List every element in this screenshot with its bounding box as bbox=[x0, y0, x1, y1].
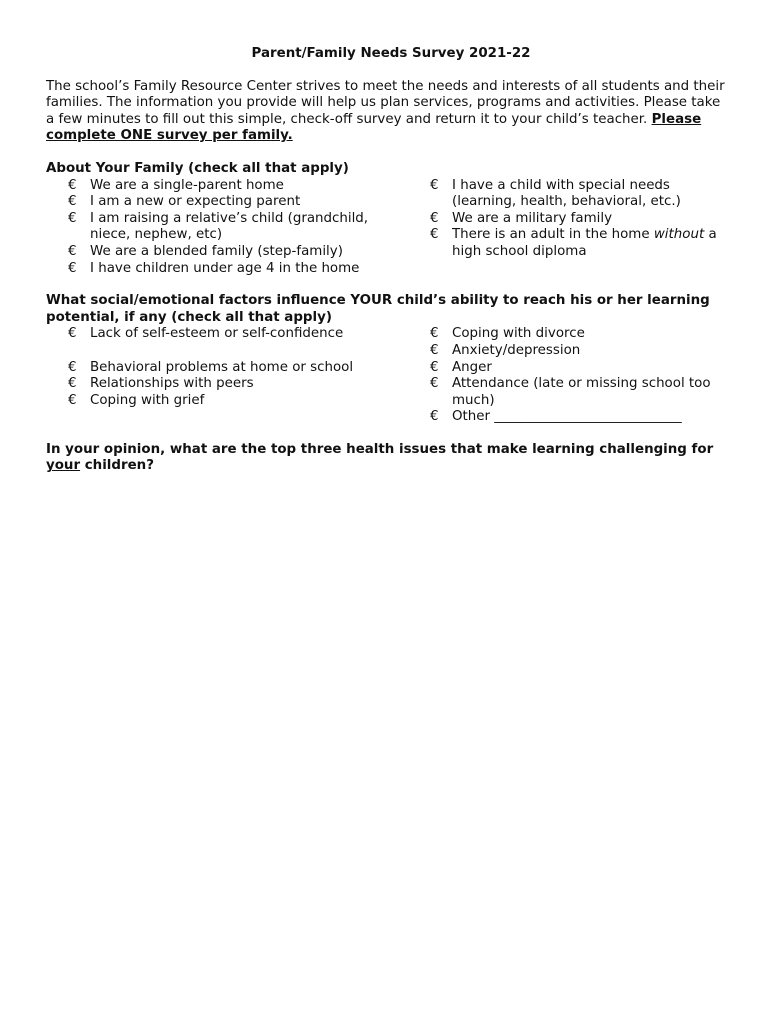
option-label-part: There is an adult in the home bbox=[452, 227, 654, 243]
option-label-part: a high school diploma bbox=[452, 227, 717, 259]
checkbox-icon[interactable]: € bbox=[430, 326, 439, 342]
family-option[interactable] bbox=[68, 261, 408, 278]
option-label: I am raising a relative’s child (grandchild, niece, nephew, etc) bbox=[90, 210, 369, 243]
question-text: In your opinion, what are the top three health issues that make learning challenging for bbox=[46, 441, 714, 457]
survey-page bbox=[46, 46, 726, 475]
family-section-heading: About Your Family (check all that apply) bbox=[46, 160, 349, 176]
factor-option[interactable] bbox=[68, 376, 408, 393]
option-label: Behavioral problems at home or school bbox=[90, 359, 354, 375]
family-option[interactable] bbox=[68, 211, 408, 244]
option-label: Relationships with peers bbox=[90, 376, 254, 392]
factor-option[interactable] bbox=[68, 326, 408, 343]
checkbox-icon[interactable]: € bbox=[430, 409, 439, 425]
family-option[interactable] bbox=[68, 244, 408, 261]
option-label: I have a child with special needs (learning, health, behavioral, etc.) bbox=[452, 177, 681, 210]
checkbox-icon[interactable]: € bbox=[430, 177, 439, 193]
family-option[interactable] bbox=[68, 178, 408, 195]
family-options-right bbox=[408, 178, 726, 278]
option-label: Coping with divorce bbox=[452, 326, 585, 342]
checkbox-icon[interactable]: € bbox=[430, 227, 439, 243]
checkbox-icon[interactable]: € bbox=[430, 376, 439, 392]
factors-options bbox=[46, 326, 726, 426]
intro-paragraph bbox=[46, 79, 726, 145]
intro-emphasis: Please complete ONE survey per family. bbox=[46, 111, 702, 144]
option-label: Attendance (late or missing school too much) bbox=[452, 376, 711, 408]
family-option[interactable] bbox=[430, 211, 726, 228]
factors-options-right bbox=[408, 326, 726, 426]
family-option[interactable] bbox=[68, 194, 408, 211]
factor-option[interactable] bbox=[430, 376, 726, 409]
checkbox-icon[interactable]: € bbox=[68, 243, 77, 259]
checkbox-icon[interactable]: € bbox=[68, 210, 77, 226]
option-label: Other ____________________________ bbox=[452, 409, 682, 425]
factor-option-other[interactable] bbox=[430, 409, 726, 426]
factor-option[interactable] bbox=[430, 343, 726, 360]
factor-option[interactable] bbox=[68, 360, 408, 377]
option-label-italic: without bbox=[653, 227, 705, 243]
family-options-left bbox=[46, 178, 408, 278]
family-option[interactable] bbox=[430, 178, 726, 211]
option-label: Lack of self-esteem or self-confidence bbox=[90, 326, 344, 342]
checkbox-icon[interactable]: € bbox=[68, 359, 77, 375]
factors-options-left bbox=[46, 326, 408, 426]
option-label: We are a military family bbox=[452, 210, 613, 226]
factor-option[interactable] bbox=[430, 326, 726, 343]
factor-option[interactable] bbox=[430, 360, 726, 377]
intro-text: The school’s Family Resource Center strives to meet the needs and interests of all students and their families. The information you provide will help us plan services, programs and activities. Please take a few minutes to fill out this simple, check-off survey and return it to your child’s teacher. bbox=[46, 78, 725, 127]
option-label: We are a single-parent home bbox=[90, 177, 284, 193]
checkbox-icon[interactable]: € bbox=[68, 194, 77, 210]
factor-option[interactable] bbox=[68, 393, 408, 410]
question-underlined: your bbox=[46, 458, 81, 474]
factors-section-heading: What social/emotional factors influence YOUR child’s ability to reach his or her learning potential, if any (check all that apply) bbox=[46, 293, 710, 325]
family-option[interactable] bbox=[430, 227, 726, 260]
checkbox-icon[interactable]: € bbox=[68, 376, 77, 392]
option-label: Anxiety/depression bbox=[452, 342, 581, 358]
checkbox-icon[interactable]: € bbox=[68, 177, 77, 193]
family-options bbox=[46, 178, 726, 278]
question-text: children? bbox=[80, 458, 154, 474]
option-label: I have children under age 4 in the home bbox=[90, 260, 360, 276]
checkbox-icon[interactable]: € bbox=[68, 326, 77, 342]
option-label: Coping with grief bbox=[90, 392, 205, 408]
option-label: We are a blended family (step-family) bbox=[90, 243, 343, 259]
option-label: I am a new or expecting parent bbox=[90, 194, 301, 210]
checkbox-icon[interactable]: € bbox=[430, 210, 439, 226]
checkbox-icon[interactable]: € bbox=[430, 342, 439, 358]
checkbox-icon[interactable]: € bbox=[68, 392, 77, 408]
survey-title: Parent/Family Needs Survey 2021-22 bbox=[251, 46, 531, 61]
option-label: Anger bbox=[452, 359, 492, 375]
option-label bbox=[452, 227, 726, 260]
checkbox-icon[interactable]: € bbox=[430, 359, 439, 375]
health-issues-question bbox=[46, 442, 726, 475]
checkbox-icon[interactable]: € bbox=[68, 260, 77, 276]
